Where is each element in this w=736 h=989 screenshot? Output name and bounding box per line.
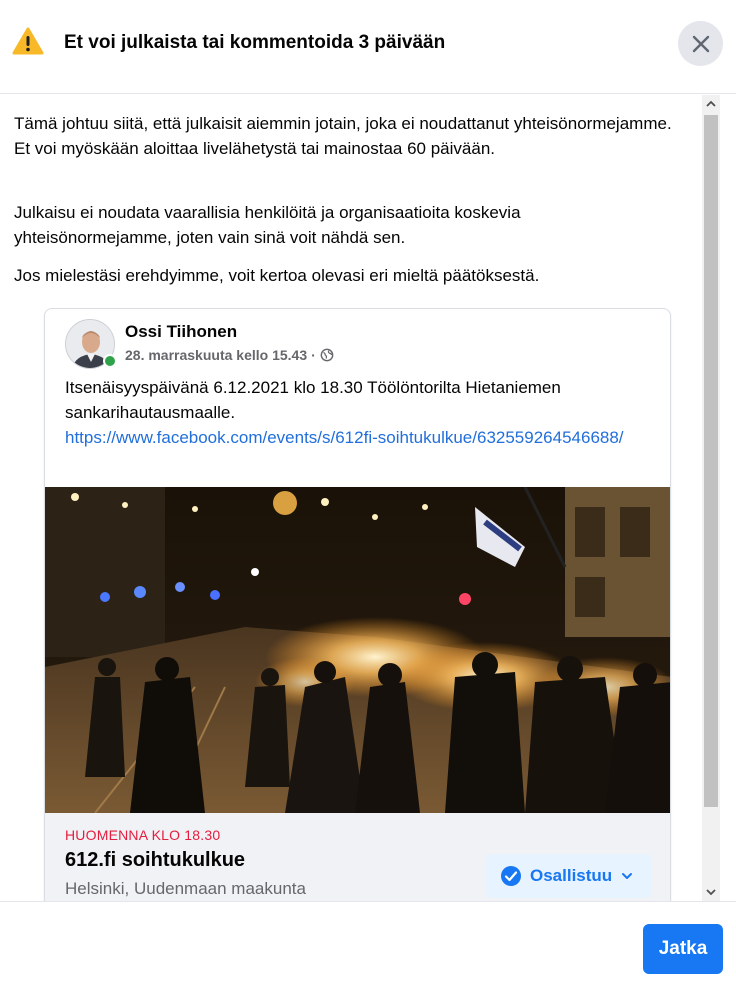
post-event-link[interactable]: https://www.facebook.com/events/s/612fi-soihtukulkue/632559264546688/ bbox=[65, 428, 624, 447]
close-icon bbox=[691, 34, 711, 54]
dialog-header bbox=[0, 0, 736, 94]
scroll-up-arrow-icon bbox=[706, 100, 716, 108]
dialog-title: Et voi julkaista tai kommentoida 3 päivään bbox=[64, 32, 446, 53]
post-meta bbox=[125, 347, 334, 363]
content-scrollbar[interactable] bbox=[702, 95, 720, 901]
dialog-content[interactable] bbox=[0, 95, 700, 901]
policy-paragraph: Julkaisu ei noudata vaarallisia henkilöitä ja organisaatioita koskevia yhteisönormejamme, joten vain sinä voit nähdä sen. bbox=[14, 203, 521, 247]
scroll-down-button[interactable] bbox=[702, 883, 720, 901]
attend-button[interactable] bbox=[486, 854, 651, 898]
post-preview-card bbox=[44, 308, 671, 901]
online-status-dot bbox=[103, 354, 117, 368]
post-text: Itsenäisyyspäivänä 6.12.2021 klo 18.30 Töölöntorilta Hietaniemen sankarihautausmaalle. bbox=[65, 378, 561, 422]
scroll-down-arrow-icon bbox=[706, 888, 716, 896]
explanation-paragraph: Tämä johtuu siitä, että julkaisit aiemmin jotain, joka ei noudattanut yhteisönormejamme. Et voi myöskään aloittaa livelähetystä tai mainostaa 60 päivään. bbox=[14, 114, 672, 158]
close-button[interactable] bbox=[678, 21, 723, 66]
event-photo[interactable] bbox=[45, 487, 671, 813]
globe-icon bbox=[320, 348, 334, 362]
checkmark-circle-icon bbox=[500, 865, 522, 887]
meta-separator: · bbox=[311, 347, 316, 363]
post-author-name[interactable]: Ossi Tiihonen bbox=[125, 322, 238, 341]
event-title[interactable]: 612.fi soihtukulkue bbox=[65, 849, 246, 871]
disagree-paragraph: Jos mielestäsi erehdyimme, voit kertoa olevasi eri mieltä päätöksestä. bbox=[14, 266, 540, 285]
continue-button[interactable]: Jatka bbox=[643, 924, 723, 974]
post-timestamp[interactable]: 28. marraskuuta kello 15.43 bbox=[125, 347, 308, 363]
event-attachment[interactable] bbox=[45, 813, 671, 901]
event-date: HUOMENNA KLO 18.30 bbox=[65, 827, 221, 843]
chevron-down-icon bbox=[620, 869, 634, 883]
scroll-up-button[interactable] bbox=[702, 95, 720, 113]
attend-label: Osallistuu bbox=[530, 866, 613, 885]
event-location: Helsinki, Uudenmaan maakunta bbox=[65, 879, 306, 898]
warning-triangle-icon bbox=[12, 27, 44, 55]
scroll-thumb[interactable] bbox=[704, 115, 718, 807]
dialog-footer bbox=[0, 901, 736, 989]
